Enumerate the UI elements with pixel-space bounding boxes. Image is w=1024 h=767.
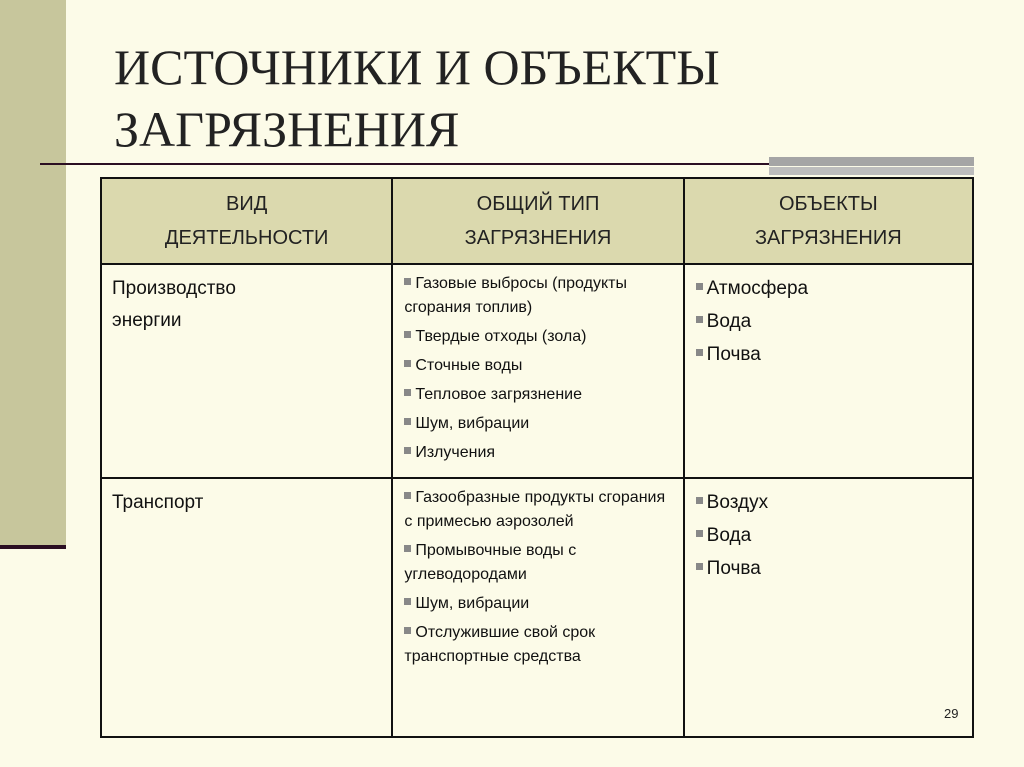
list-item: Твердые отходы (зола) (404, 325, 671, 349)
side-accent-rule (0, 545, 66, 549)
list-item: Почва (696, 338, 961, 371)
square-bullet-icon (696, 530, 703, 537)
decorative-grey-bar-lower (769, 167, 974, 175)
square-bullet-icon (404, 331, 411, 338)
square-bullet-icon (696, 283, 703, 290)
list-item: Газообразные продукты сгорания с примесью аэрозолей (404, 489, 666, 530)
square-bullet-icon (404, 492, 411, 499)
square-bullet-icon (696, 563, 703, 570)
square-bullet-icon (404, 627, 411, 634)
page-number: 29 (944, 706, 959, 721)
square-bullet-icon (696, 316, 703, 323)
square-bullet-icon (404, 545, 411, 552)
list-item: Почва (696, 552, 961, 585)
list-item: Тепловое загрязнение (404, 383, 671, 407)
square-bullet-icon (404, 389, 411, 396)
types-cell (392, 478, 683, 737)
square-bullet-icon (696, 497, 703, 504)
slide-title (114, 36, 934, 160)
header-objects-line-1: ОБЪЕКТЫ (778, 193, 878, 215)
square-bullet-icon (404, 447, 411, 454)
header-activity-line-1: ВИД (226, 193, 268, 215)
title-line-2: ЗАГРЯЗНЕНИЯ (114, 101, 460, 157)
header-pollution-objects (684, 178, 973, 264)
side-accent-bar (0, 0, 66, 545)
square-bullet-icon (404, 278, 411, 285)
header-row (101, 178, 973, 264)
square-bullet-icon (404, 418, 411, 425)
square-bullet-icon (404, 360, 411, 367)
table-row (101, 478, 973, 737)
decorative-grey-bar (769, 157, 974, 166)
activity-line: Транспорт (112, 492, 204, 513)
header-type-line-2: ЗАГРЯЗНЕНИЯ (464, 227, 612, 249)
list-item: Промывочные воды с углеводородами (404, 542, 577, 583)
square-bullet-icon (696, 349, 703, 356)
types-cell (392, 264, 683, 478)
list-item: Отслужившие свой срок транспортные средства (404, 624, 596, 665)
objects-cell (684, 264, 973, 478)
list-item: Газовые выбросы (продукты сгорания топлив) (404, 275, 627, 316)
list-item: Вода (696, 519, 961, 552)
header-objects-line-2: ЗАГРЯЗНЕНИЯ (754, 227, 902, 249)
activity-cell (101, 478, 392, 737)
activity-line: Производство (112, 278, 236, 299)
header-type-line-1: ОБЩИЙ ТИП (476, 193, 600, 215)
header-activity-line-2: ДЕЯТЕЛЬНОСТИ (164, 227, 329, 249)
header-pollution-type (392, 178, 683, 264)
list-item: Шум, вибрации (404, 412, 671, 436)
objects-cell (684, 478, 973, 737)
header-activity (101, 178, 392, 264)
list-item: Атмосфера (696, 272, 961, 305)
list-item: Сточные воды (404, 354, 671, 378)
title-line-1: ИСТОЧНИКИ И ОБЪЕКТЫ (114, 39, 720, 95)
list-item: Шум, вибрации (404, 592, 671, 616)
table-row (101, 264, 973, 478)
activity-cell (101, 264, 392, 478)
square-bullet-icon (404, 598, 411, 605)
list-item: Воздух (696, 486, 961, 519)
activity-line: энергии (112, 310, 182, 331)
list-item: Излучения (404, 441, 671, 465)
pollution-table (100, 177, 974, 738)
list-item: Вода (696, 305, 961, 338)
